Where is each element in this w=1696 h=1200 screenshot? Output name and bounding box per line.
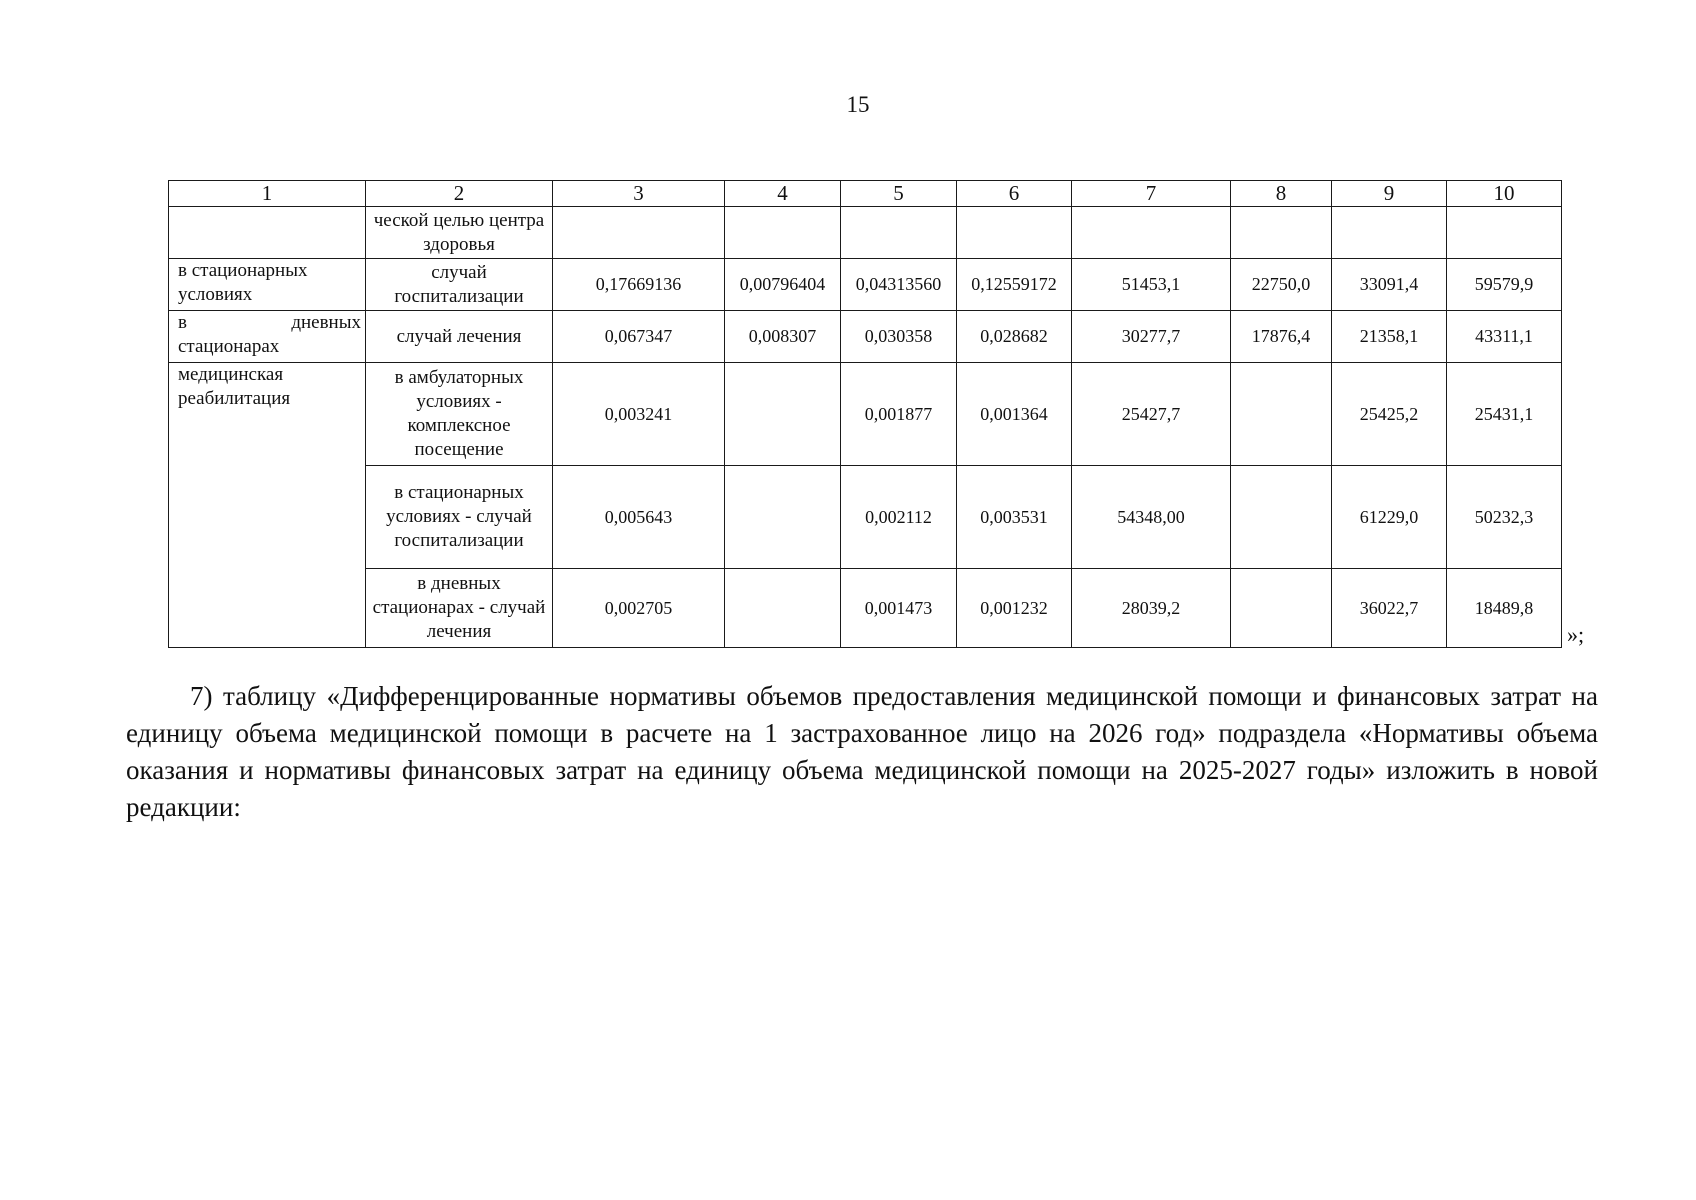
table-cell [725,363,841,466]
table-row [169,363,1562,466]
column-header: 1 [169,181,366,207]
row-category: медицинская реабилитация [169,363,366,648]
table-cell: 0,002705 [553,569,725,648]
table-cell [1231,363,1332,466]
table-row [169,311,1562,363]
table-cell: 0,003241 [553,363,725,466]
table-cell [725,569,841,648]
row-category-rest: стационарах [178,335,280,357]
table-cell: 18489,8 [1447,569,1562,648]
table-cell: 0,008307 [725,311,841,363]
table-cell: 21358,1 [1332,311,1447,363]
row-category [169,207,366,259]
table-cell [553,207,725,259]
table-cell: 25431,1 [1447,363,1562,466]
row-category [169,311,366,363]
table-cell: 54348,00 [1072,466,1231,569]
row-category-first-line [178,311,361,335]
table-cell: 0,067347 [553,311,725,363]
table-cell: 0,17669136 [553,259,725,311]
table-cell [1231,207,1332,259]
row-category-word: дневных [291,312,361,333]
table-cell: 0,001877 [841,363,957,466]
table-cell: 0,00796404 [725,259,841,311]
table-cell: 36022,7 [1332,569,1447,648]
table-row [169,207,1562,259]
column-header: 7 [1072,181,1231,207]
table-cell [725,466,841,569]
row-unit: случай госпитализации [366,259,553,311]
body-paragraph: 7) таблицу «Дифференцированные нормативы объемов предоставления медицинской помощи и финансовых затрат на единицу объема медицинской помощи в расчете на 1 застрахованное лицо на 2026 год» подраздела «Нормативы объема оказания и нормативы финансовых затрат на единицу объема медицинской помощи на 2025-2027 годы» изложить в новой редакции: [126,681,1598,822]
table-cell [1332,207,1447,259]
table-cell [1447,207,1562,259]
column-header: 6 [957,181,1072,207]
table-cell: 22750,0 [1231,259,1332,311]
row-unit: случай лечения [366,311,553,363]
table-cell: 59579,9 [1447,259,1562,311]
table-cell: 25427,7 [1072,363,1231,466]
table-cell: 33091,4 [1332,259,1447,311]
table-cell: 0,028682 [957,311,1072,363]
table-cell: 0,002112 [841,466,957,569]
table-cell: 28039,2 [1072,569,1231,648]
table-row [169,569,1562,648]
row-unit: ческой целью центра здоровья [366,207,553,259]
table-cell: 0,005643 [553,466,725,569]
table-cell: 0,003531 [957,466,1072,569]
table-row [169,466,1562,569]
row-category-word: в [178,312,187,333]
table-row [169,259,1562,311]
table-cell: 0,12559172 [957,259,1072,311]
norms-table [168,180,1562,648]
table-cell: 61229,0 [1332,466,1447,569]
column-header: 9 [1332,181,1447,207]
table-cell: 0,04313560 [841,259,957,311]
table-cell: 25425,2 [1332,363,1447,466]
table-cell: 0,001364 [957,363,1072,466]
column-header: 3 [553,181,725,207]
column-header: 4 [725,181,841,207]
table-header-row [169,181,1562,207]
table-cell: 43311,1 [1447,311,1562,363]
row-unit: в дневных стационарах - случай лечения [366,569,553,648]
row-unit: в амбулаторных условиях - комплексное посещение [366,363,553,466]
table-cell [1231,466,1332,569]
column-header: 5 [841,181,957,207]
table-cell: 17876,4 [1231,311,1332,363]
column-header: 10 [1447,181,1562,207]
column-header: 2 [366,181,553,207]
table-cell [841,207,957,259]
table-cell: 30277,7 [1072,311,1231,363]
table-cell: 0,001473 [841,569,957,648]
table-cell [1231,569,1332,648]
table-cell: 50232,3 [1447,466,1562,569]
table-cell [957,207,1072,259]
table-cell: 51453,1 [1072,259,1231,311]
table-cell [725,207,841,259]
column-header: 8 [1231,181,1332,207]
page-number: 15 [846,92,870,117]
table-cell: 0,001232 [957,569,1072,648]
closing-quote-mark: »; [1567,622,1585,647]
row-unit: в стационарных условиях - случай госпитализации [366,466,553,569]
table-cell: 0,030358 [841,311,957,363]
row-category: в стационарных условиях [169,259,366,311]
table-cell [1072,207,1231,259]
